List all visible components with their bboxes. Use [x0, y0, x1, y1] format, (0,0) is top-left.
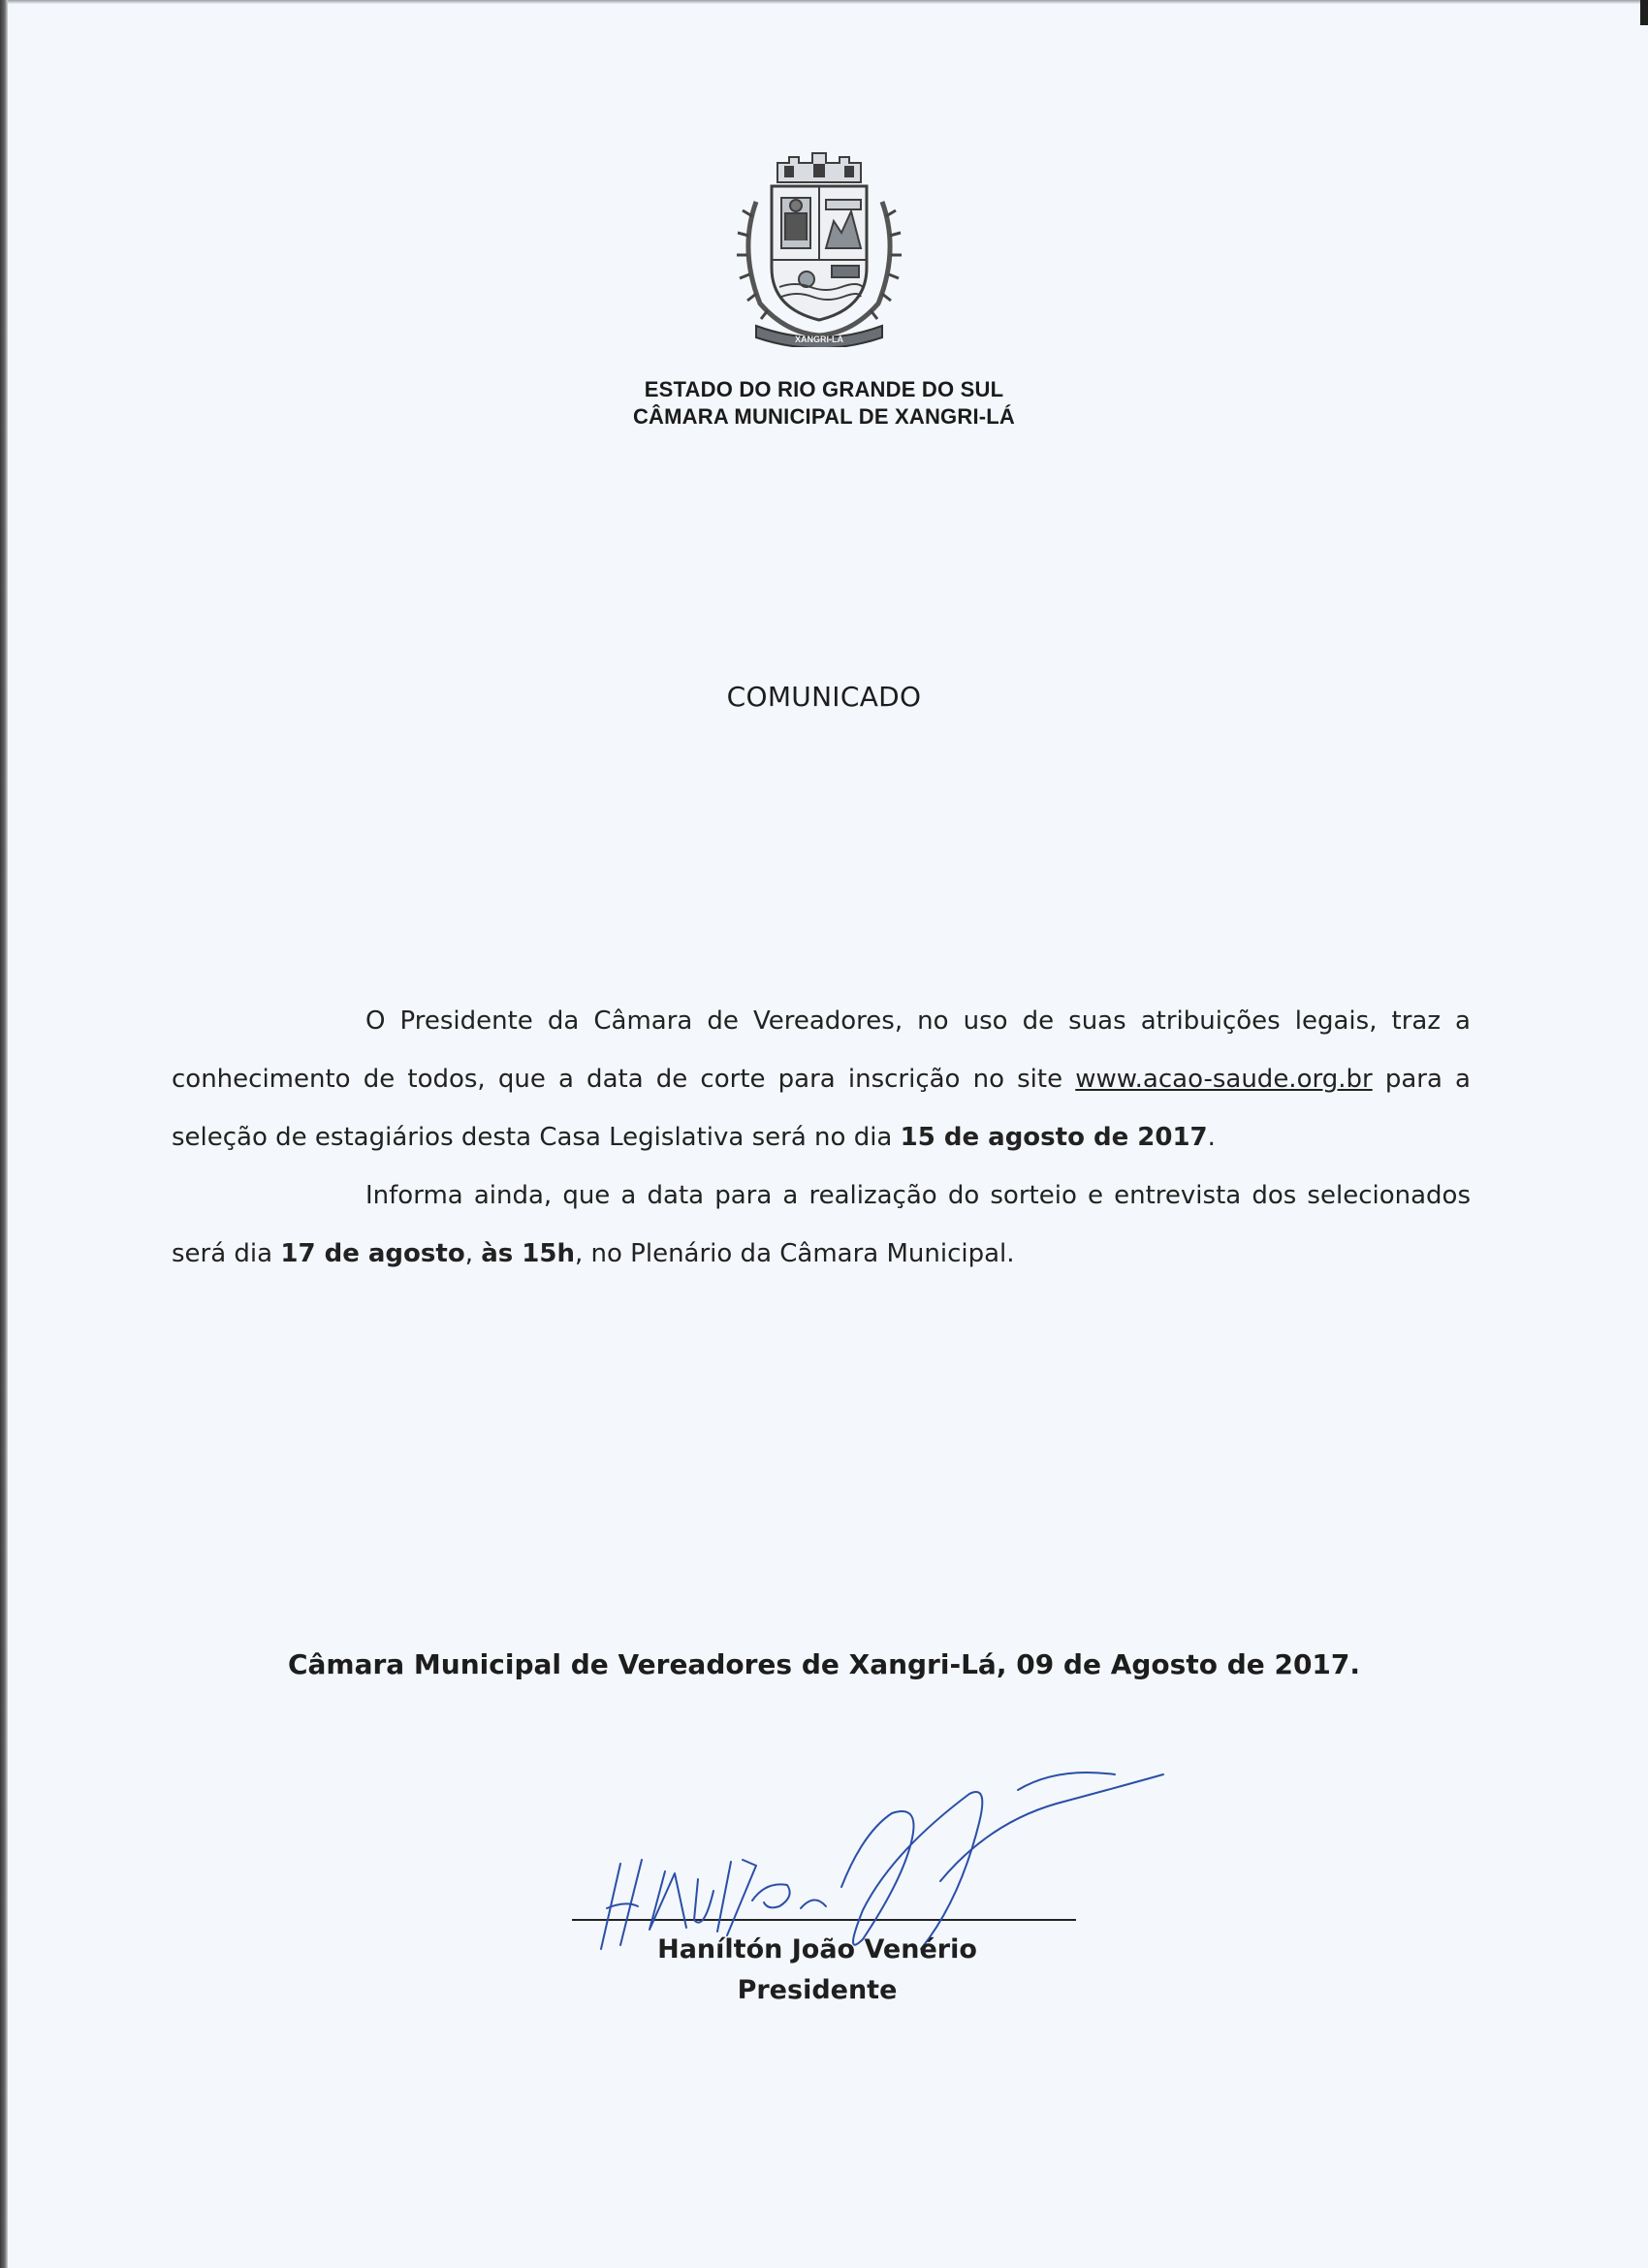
- crest-ribbon-text: XANGRI-LÁ: [795, 335, 843, 344]
- signer-block: [553, 1930, 1082, 2011]
- municipal-coat-of-arms-icon: [717, 144, 921, 347]
- document-title: COMUNICADO: [726, 681, 922, 713]
- interview-date: 17 de agosto: [280, 1239, 465, 1268]
- scan-left-edge: [0, 0, 8, 2268]
- scan-top-edge: [0, 0, 1648, 4]
- registration-site-link[interactable]: www.acao-saude.org.br: [1075, 1065, 1373, 1094]
- letterhead: [0, 376, 1648, 431]
- document-body: [172, 992, 1471, 1283]
- letterhead-chamber: CÂMARA MUNICIPAL DE XANGRI-LÁ: [632, 404, 1016, 429]
- scan-right-mark: [1640, 0, 1648, 25]
- signer-name: Haníltón João Venério: [657, 1934, 977, 1965]
- paragraph-2: Informa ainda, que a data para a realização do sorteio e entrevista dos selecionados será dia 17 de agosto, às 15h, no Plenário da Câmara Municipal.: [172, 1181, 1471, 1268]
- letterhead-state: ESTADO DO RIO GRANDE DO SUL: [644, 377, 1004, 401]
- interview-time: às 15h: [481, 1239, 575, 1268]
- dateline: Câmara Municipal de Vereadores de Xangri-Lá, 09 de Agosto de 2017.: [287, 1648, 1361, 1680]
- paragraph-1: O Presidente da Câmara de Vereadores, no uso de suas atribuições legais, traz a conhecimento de todos, que a data de corte para inscrição no site www.acao-saude.org.br para a seleção de estagiários desta Casa Legislativa será no dia 15 de agosto de 2017.: [172, 1006, 1471, 1152]
- cutoff-date: 15 de agosto de 2017: [900, 1123, 1208, 1152]
- signer-role: Presidente: [737, 1975, 898, 2005]
